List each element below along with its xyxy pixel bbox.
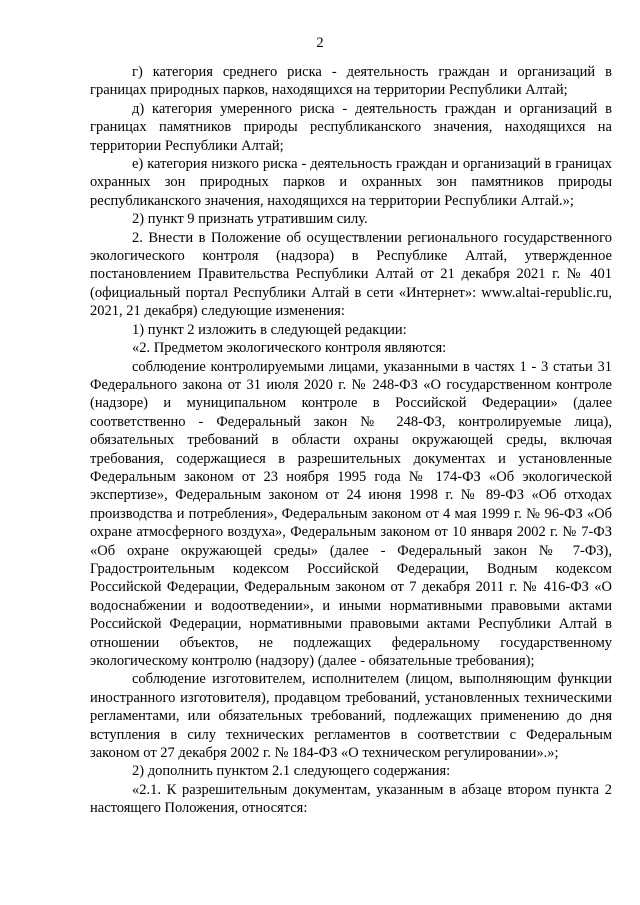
paragraph-item-1: 1) пункт 2 изложить в следующей редакции: [132, 321, 407, 338]
paragraph-risk-category-g: г) категория среднего риска - деятельность граждан и организаций в границах природных парков, находящихся на территории Республики Алтай; [90, 64, 612, 99]
paragraph-section-2-amendments: 2. Внести в Положение об осуществлении регионального государственного экологического контроля (надзора) в Республике Алтай, утвержденное постановлением Правительства Республики Алтай от 21 декабря 2021 г. № 401 (официальный портал Республики Алтай в сети «Интернет»: www.altai-republic.ru, 2021, 21 декабря) следующие изменения: [90, 229, 612, 320]
paragraph-compliance-requirements: соблюдение контролируемыми лицами, указанными в частях 1 - 3 статьи 31 Федерального закона от 31 июля 2020 г. № 248-ФЗ «О государственном контроле (надзоре) и муниципальном контроле в Российской Федерации» (далее соответственно - Федеральный закон № 248-ФЗ, контролируемые лица), обязательных требований в области охраны окружающей среды, включая требования, содержащиеся в разрешительных документах и установленные Федеральным законом от 23 ноября 1995 года № 174-ФЗ «Об экологической экспертизе», Федеральным законом от 24 июня 1998 г. № 89-ФЗ «Об отходах производства и потребления», Федеральным законом от 4 мая 1999 г. № 96-ФЗ «Об охране атмосферного воздуха», Федеральным законом от 10 января 2002 г. № 7-ФЗ «Об охране окружающей среды» (далее - Федеральный закон № 7-ФЗ), Градостроительным кодексом Российской Федерации, Водным кодексом Российской Федерации, Федеральным законом от 7 декабря 2011 г. № 416-ФЗ «О водоснабжении и водоотведении», и иными нормативными правовыми актами Российской Федерации, нормативными правовыми актами Республики Алтай в отношении объектов, не подлежащих федеральному государственному экологическому контролю (надзору) (далее - обязательные требования); [90, 358, 612, 669]
paragraph-permit-documents: «2.1. К разрешительным документам, указанным в абзаце втором пункта 2 настоящего Положения, относятся: [90, 781, 612, 817]
paragraph-risk-category-e: е) категория низкого риска - деятельность граждан и организаций в границах охранных зон природных парков и охранных зон памятников природы республиканского значения, находящихся на территории Республики Алтай.»; [90, 156, 612, 209]
paragraph-risk-category-d: д) категория умеренного риска - деятельность граждан и организаций в границах памятников природы республиканского значения, находящихся на территории Республики Алтай; [90, 100, 612, 154]
page-number: 2 [316, 35, 324, 51]
paragraph-subject-heading: «2. Предметом экологического контроля являются: [132, 340, 447, 357]
paragraph-item-9-repeal: 2) пункт 9 признать утратившим силу. [132, 211, 368, 228]
document-body [90, 63, 612, 818]
paragraph-technical-regulations: соблюдение изготовителем, исполнителем (лицом, выполняющим функции иностранного изготовителя), продавцом требований, установленных техническими регламентами, или обязательных требований, подлежащих применению до дня вступления в силу технических регламентов в соответствии с Федеральным законом от 27 декабря 2002 г. № 184-ФЗ «О техническом регулировании».»; [90, 671, 612, 762]
paragraph-item-2-addition: 2) дополнить пунктом 2.1 следующего содержания: [132, 763, 451, 780]
